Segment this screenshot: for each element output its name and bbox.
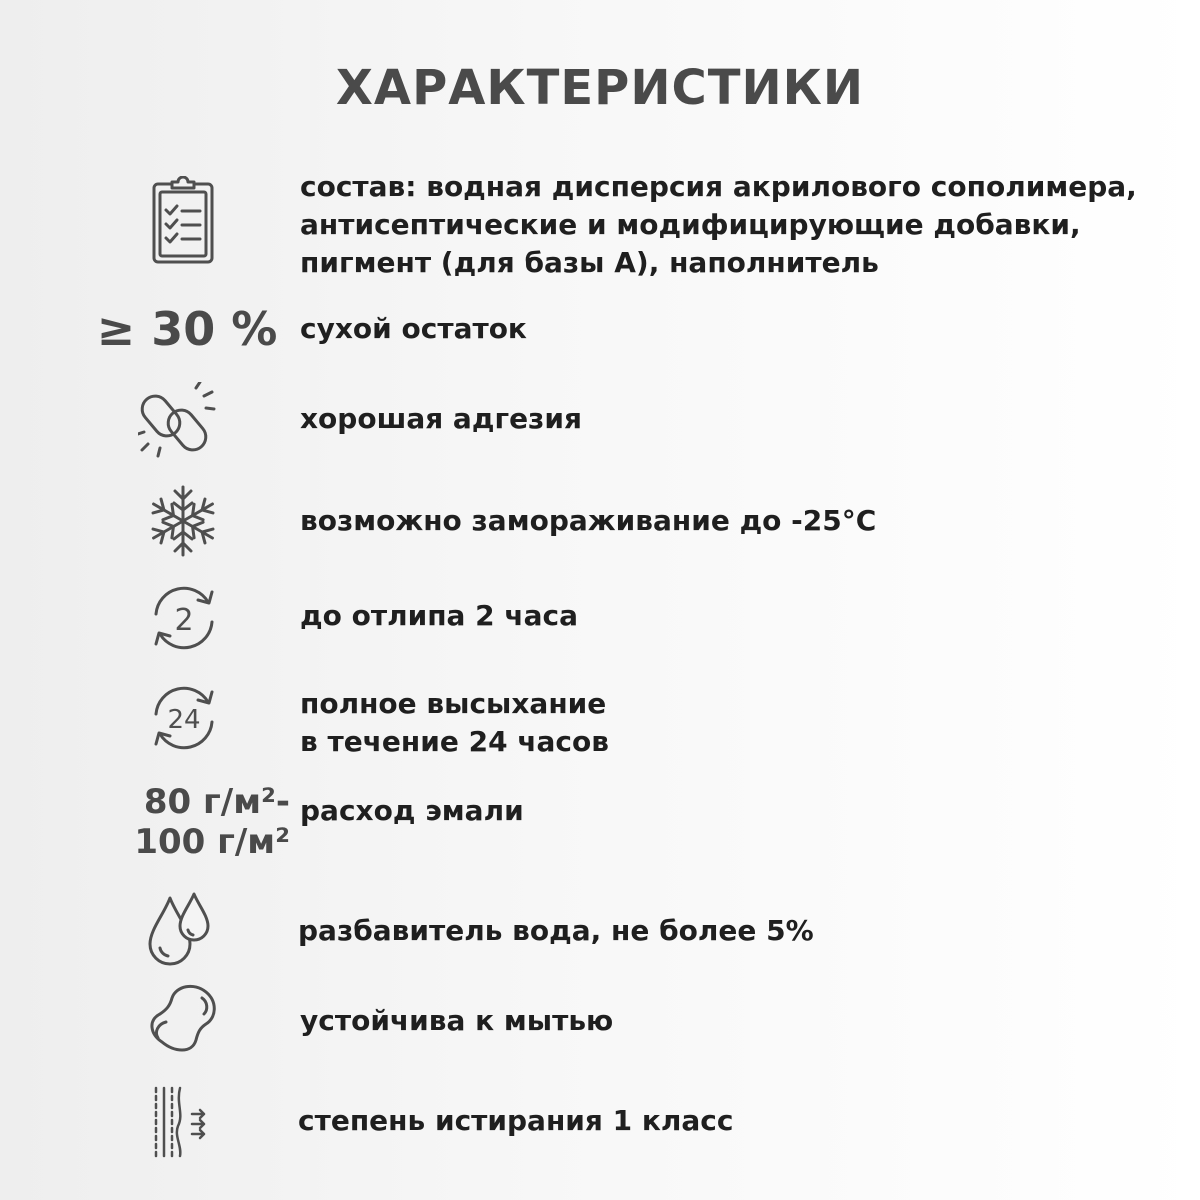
thinner-text: разбавитель вода, не более 5% [298,914,814,947]
full-dry-text: полное высыхание в течение 24 часов [300,687,609,758]
washable-text: устойчива к мытью [300,1004,614,1037]
chain-link-icon [138,382,218,458]
adhesion-text: хорошая адгезия [300,402,582,435]
dry-residue-text: сухой остаток [300,312,527,345]
clipboard-checklist-icon [148,176,218,266]
sponge-icon [144,980,224,1060]
page-title: ХАРАКТЕРИСТИКИ [335,60,865,116]
cycle-24-icon [146,680,222,756]
water-drops-icon [146,890,218,970]
dry-residue-value: ≥ 30 % [96,302,278,356]
cycle-24-label: 24 [167,705,201,735]
freezing-text: возможно замораживание до -25°С [300,504,877,537]
tack-free-text: до отлипа 2 часа [300,599,579,632]
cycle-2-label: 2 [174,603,194,638]
abrasion-text: степень истирания 1 класс [298,1104,734,1137]
consumption-value: 80 г/м²- 100 г/м² [134,782,290,862]
consumption-text: расход эмали [300,794,524,827]
snowflake-icon [146,484,220,558]
composition-text: состав: водная дисперсия акрилового сополимера, антисептические и модифицирующие добавки, пигмент (для базы А), наполнитель [300,170,1137,279]
abrasion-icon [150,1084,214,1160]
cycle-2-icon [146,580,222,656]
